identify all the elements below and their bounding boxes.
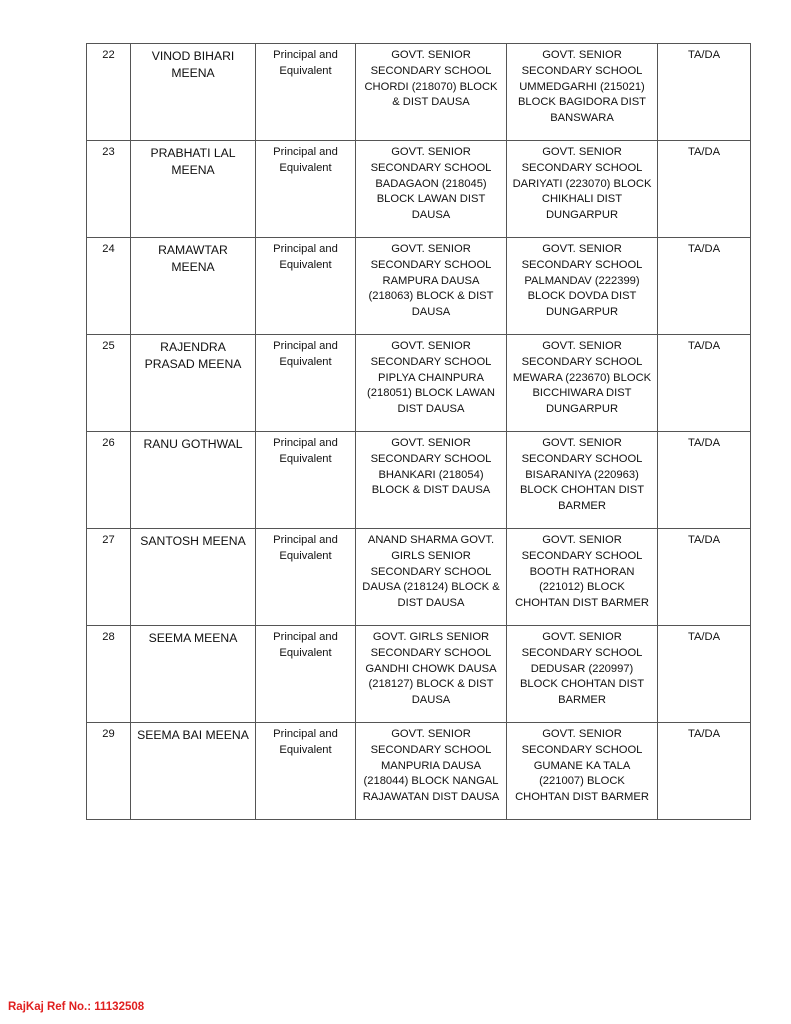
table-row: [87, 238, 751, 335]
from-school-cell: GOVT. SENIOR SECONDARY SCHOOL PIPLYA CHAINPURA (218051) BLOCK LAWAN DIST DAUSA: [356, 335, 507, 432]
to-school-cell: GOVT. SENIOR SECONDARY SCHOOL DEDUSAR (220997) BLOCK CHOHTAN DIST BARMER: [507, 626, 658, 723]
from-school-cell: GOVT. SENIOR SECONDARY SCHOOL BHANKARI (218054) BLOCK & DIST DAUSA: [356, 432, 507, 529]
remark-cell: TA/DA: [658, 141, 751, 238]
post-cell: Principal and Equivalent: [256, 238, 356, 335]
serial-number-cell: 28: [87, 626, 131, 723]
employee-name-cell: RANU GOTHWAL: [131, 432, 256, 529]
rajkaj-reference-number: RajKaj Ref No.: 11132508: [8, 1001, 145, 1013]
employee-name-cell: SEEMA MEENA: [131, 626, 256, 723]
remark-cell: TA/DA: [658, 723, 751, 820]
table-row: [87, 44, 751, 141]
post-cell: Principal and Equivalent: [256, 529, 356, 626]
table-row: [87, 141, 751, 238]
to-school-cell: GOVT. SENIOR SECONDARY SCHOOL BISARANIYA (220963) BLOCK CHOHTAN DIST BARMER: [507, 432, 658, 529]
post-cell: Principal and Equivalent: [256, 335, 356, 432]
from-school-cell: GOVT. SENIOR SECONDARY SCHOOL BADAGAON (218045) BLOCK LAWAN DIST DAUSA: [356, 141, 507, 238]
from-school-cell: ANAND SHARMA GOVT. GIRLS SENIOR SECONDARY SCHOOL DAUSA (218124) BLOCK & DIST DAUSA: [356, 529, 507, 626]
serial-number-cell: 23: [87, 141, 131, 238]
table-row: [87, 626, 751, 723]
from-school-cell: GOVT. SENIOR SECONDARY SCHOOL RAMPURA DAUSA (218063) BLOCK & DIST DAUSA: [356, 238, 507, 335]
employee-name-cell: RAMAWTAR MEENA: [131, 238, 256, 335]
serial-number-cell: 29: [87, 723, 131, 820]
remark-cell: TA/DA: [658, 432, 751, 529]
to-school-cell: GOVT. SENIOR SECONDARY SCHOOL UMMEDGARHI (215021) BLOCK BAGIDORA DIST BANSWARA: [507, 44, 658, 141]
to-school-cell: GOVT. SENIOR SECONDARY SCHOOL BOOTH RATHORAN (221012) BLOCK CHOHTAN DIST BARMER: [507, 529, 658, 626]
employee-name-cell: VINOD BIHARI MEENA: [131, 44, 256, 141]
serial-number-cell: 26: [87, 432, 131, 529]
from-school-cell: GOVT. SENIOR SECONDARY SCHOOL MANPURIA DAUSA (218044) BLOCK NANGAL RAJAWATAN DIST DAUSA: [356, 723, 507, 820]
employee-name-cell: PRABHATI LAL MEENA: [131, 141, 256, 238]
serial-number-cell: 22: [87, 44, 131, 141]
remark-cell: TA/DA: [658, 529, 751, 626]
post-cell: Principal and Equivalent: [256, 141, 356, 238]
serial-number-cell: 27: [87, 529, 131, 626]
post-cell: Principal and Equivalent: [256, 44, 356, 141]
table-row: [87, 529, 751, 626]
remark-cell: TA/DA: [658, 335, 751, 432]
transfer-order-table: [86, 43, 751, 820]
serial-number-cell: 24: [87, 238, 131, 335]
remark-cell: TA/DA: [658, 626, 751, 723]
to-school-cell: GOVT. SENIOR SECONDARY SCHOOL GUMANE KA TALA (221007) BLOCK CHOHTAN DIST BARMER: [507, 723, 658, 820]
employee-name-cell: RAJENDRA PRASAD MEENA: [131, 335, 256, 432]
employee-name-cell: SEEMA BAI MEENA: [131, 723, 256, 820]
table-row: [87, 723, 751, 820]
from-school-cell: GOVT. GIRLS SENIOR SECONDARY SCHOOL GANDHI CHOWK DAUSA (218127) BLOCK & DIST DAUSA: [356, 626, 507, 723]
to-school-cell: GOVT. SENIOR SECONDARY SCHOOL MEWARA (223670) BLOCK BICCHIWARA DIST DUNGARPUR: [507, 335, 658, 432]
serial-number-cell: 25: [87, 335, 131, 432]
from-school-cell: GOVT. SENIOR SECONDARY SCHOOL CHORDI (218070) BLOCK & DIST DAUSA: [356, 44, 507, 141]
employee-name-cell: SANTOSH MEENA: [131, 529, 256, 626]
post-cell: Principal and Equivalent: [256, 432, 356, 529]
to-school-cell: GOVT. SENIOR SECONDARY SCHOOL DARIYATI (223070) BLOCK CHIKHALI DIST DUNGARPUR: [507, 141, 658, 238]
post-cell: Principal and Equivalent: [256, 626, 356, 723]
table-row: [87, 335, 751, 432]
table-row: [87, 432, 751, 529]
post-cell: Principal and Equivalent: [256, 723, 356, 820]
remark-cell: TA/DA: [658, 44, 751, 141]
to-school-cell: GOVT. SENIOR SECONDARY SCHOOL PALMANDAV (222399) BLOCK DOVDA DIST DUNGARPUR: [507, 238, 658, 335]
remark-cell: TA/DA: [658, 238, 751, 335]
